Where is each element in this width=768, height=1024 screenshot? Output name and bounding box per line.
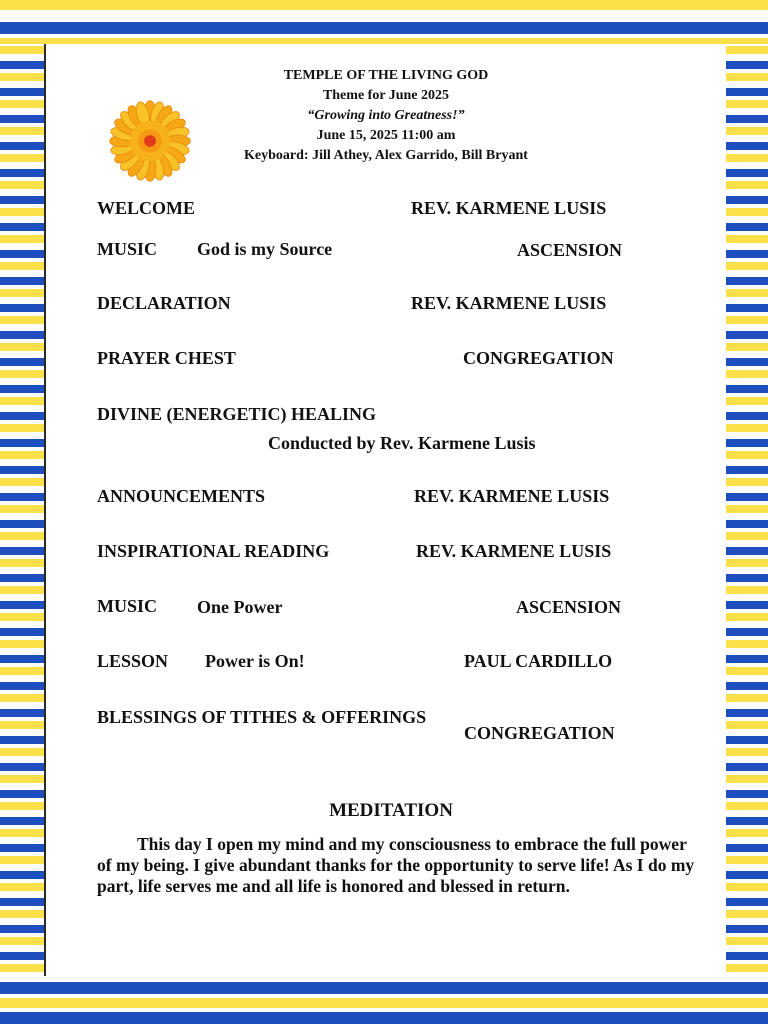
lesson-title: Power is On! bbox=[205, 651, 305, 671]
reading-label: INSPIRATIONAL READING bbox=[97, 541, 330, 561]
meditation-title: MEDITATION bbox=[329, 800, 453, 821]
declaration-label: DECLARATION bbox=[97, 293, 231, 313]
music-performer: ASCENSION bbox=[517, 240, 623, 260]
announcements-leader: REV. KARMENE LUSIS bbox=[414, 486, 610, 506]
music-performer: ASCENSION bbox=[516, 597, 622, 617]
music-title: God is my Source bbox=[197, 239, 333, 259]
welcome-leader: REV. KARMENE LUSIS bbox=[411, 198, 607, 218]
lesson-speaker: PAUL CARDILLO bbox=[464, 651, 613, 671]
music-title: One Power bbox=[197, 597, 283, 617]
blessings-label: BLESSINGS OF TITHES & OFFERINGS bbox=[97, 707, 427, 727]
service-date-time: June 15, 2025 11:00 am bbox=[316, 128, 456, 143]
healing-note: Conducted by Rev. Karmene Lusis bbox=[268, 433, 536, 453]
bulletin-page bbox=[44, 44, 726, 976]
declaration-leader: REV. KARMENE LUSIS bbox=[411, 293, 607, 313]
reading-leader: REV. KARMENE LUSIS bbox=[416, 541, 612, 561]
church-title: TEMPLE OF THE LIVING GOD bbox=[283, 68, 489, 83]
meditation-text: This day I open my mind and my consciousness to embrace the full power of my being. I give abundant thanks for the opportunity to serve life! As I do my part, life serves me and all life is honored and blessed in return. bbox=[97, 834, 695, 896]
theme-line: Theme for June 2025 bbox=[322, 88, 450, 103]
bottom-border-stripes bbox=[0, 976, 768, 1024]
top-border-stripes bbox=[0, 0, 768, 44]
announcements-label: ANNOUNCEMENTS bbox=[97, 486, 266, 506]
welcome-label: WELCOME bbox=[97, 198, 196, 218]
music-label: MUSIC bbox=[97, 596, 158, 616]
music-label: MUSIC bbox=[97, 239, 158, 259]
prayer-chest-label: PRAYER CHEST bbox=[97, 348, 236, 368]
lesson-label: LESSON bbox=[97, 651, 169, 671]
prayer-chest-leader: CONGREGATION bbox=[463, 348, 614, 368]
theme-quote: “Growing into Greatness!” bbox=[307, 108, 465, 123]
blessings-leader: CONGREGATION bbox=[464, 723, 615, 743]
keyboard-credits: Keyboard: Jill Athey, Alex Garrido, Bill Bryant bbox=[244, 148, 528, 163]
healing-label: DIVINE (ENERGETIC) HEALING bbox=[97, 404, 377, 424]
